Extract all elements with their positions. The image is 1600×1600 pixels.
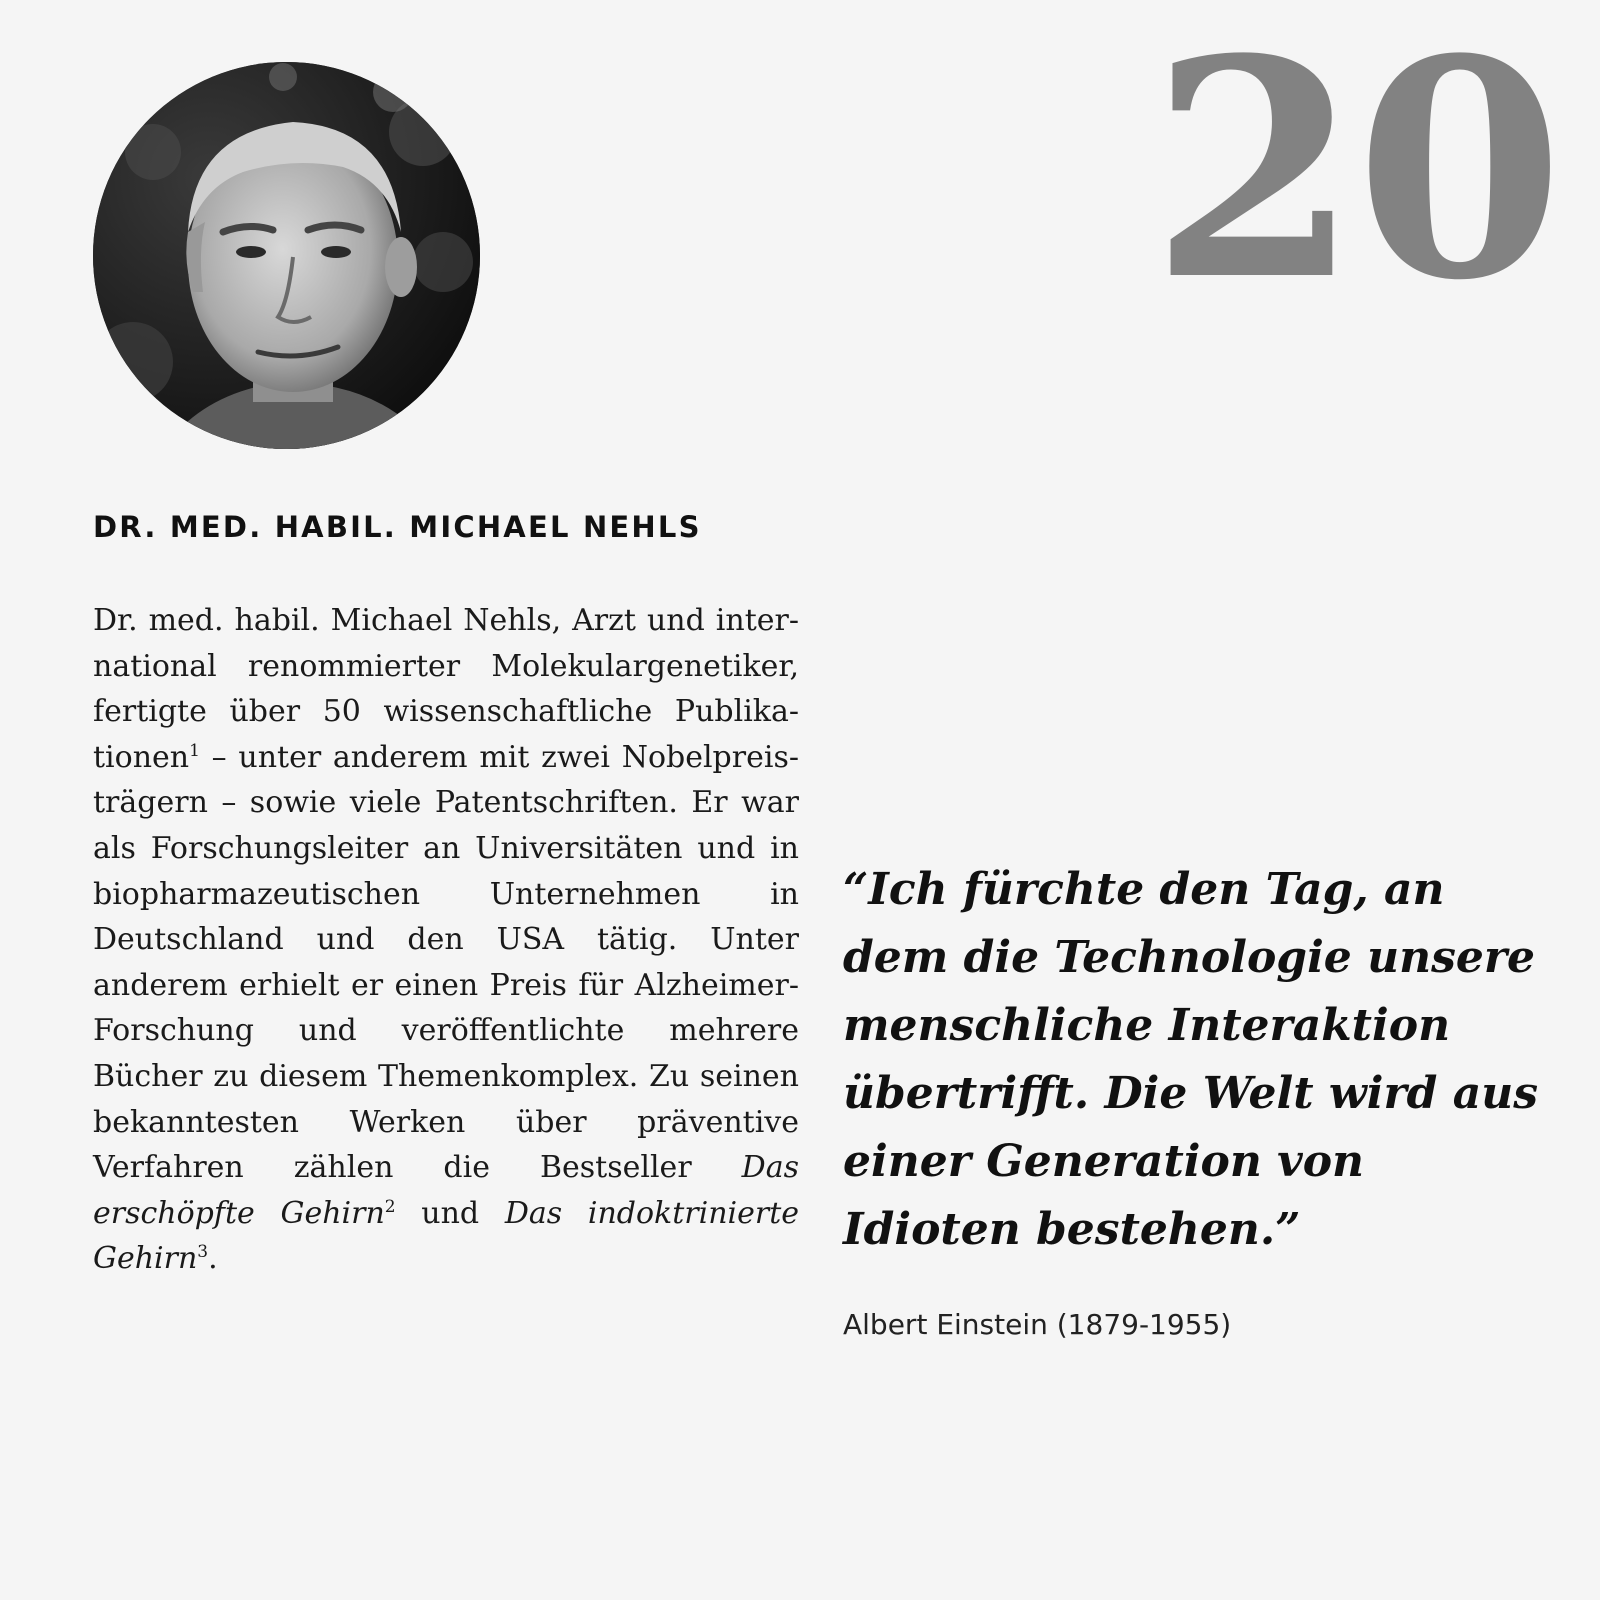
bio-text-3: und [395, 1195, 505, 1231]
footnote-2: 2 [384, 1196, 396, 1217]
author-name: DR. MED. HABIL. MICHAEL NEHLS [93, 510, 702, 544]
bio-text-2: – unter anderem mit zwei Nobelpreisträgern – sowie viele Patentschriften. Er war als Forschungsleiter an Universitäten und in biopharmazeutischen Unternehmen in Deutschland und den USA tätig. Unter anderem erhielt er einen Preis für Alzheimer-Forschung und veröffentlichte mehrere Bücher zu diesem Themenkomplex. Zu seinen bekanntesten Werken über präventive Verfahren zählen die Bestseller [93, 739, 799, 1186]
footnote-3: 3 [197, 1242, 209, 1263]
author-portrait [93, 62, 480, 449]
bio-text-4: . [208, 1241, 218, 1277]
author-bio [93, 598, 799, 1282]
book-title-1: Das erschöpfte Gehirn [93, 1150, 799, 1231]
page-number: 20 [1150, 0, 1560, 346]
footnote-1: 1 [189, 740, 200, 761]
quote-source: Albert Einstein (1879-1955) [843, 1308, 1232, 1341]
bio-text-1: Dr. med. habil. Michael Nehls, Arzt und international renommierter Molekulargenetiker, fertigte über 50 wissenschaftliche Publikationen [93, 603, 799, 775]
quote-text: “Ich fürchte den Tag, an dem die Technologie unsere menschliche Interaktion übertrifft. Die Welt wird aus einer Generation von Idioten bestehen.” [843, 864, 1538, 1255]
book-title-2: Das indoktrinierte Gehirn [93, 1195, 800, 1277]
